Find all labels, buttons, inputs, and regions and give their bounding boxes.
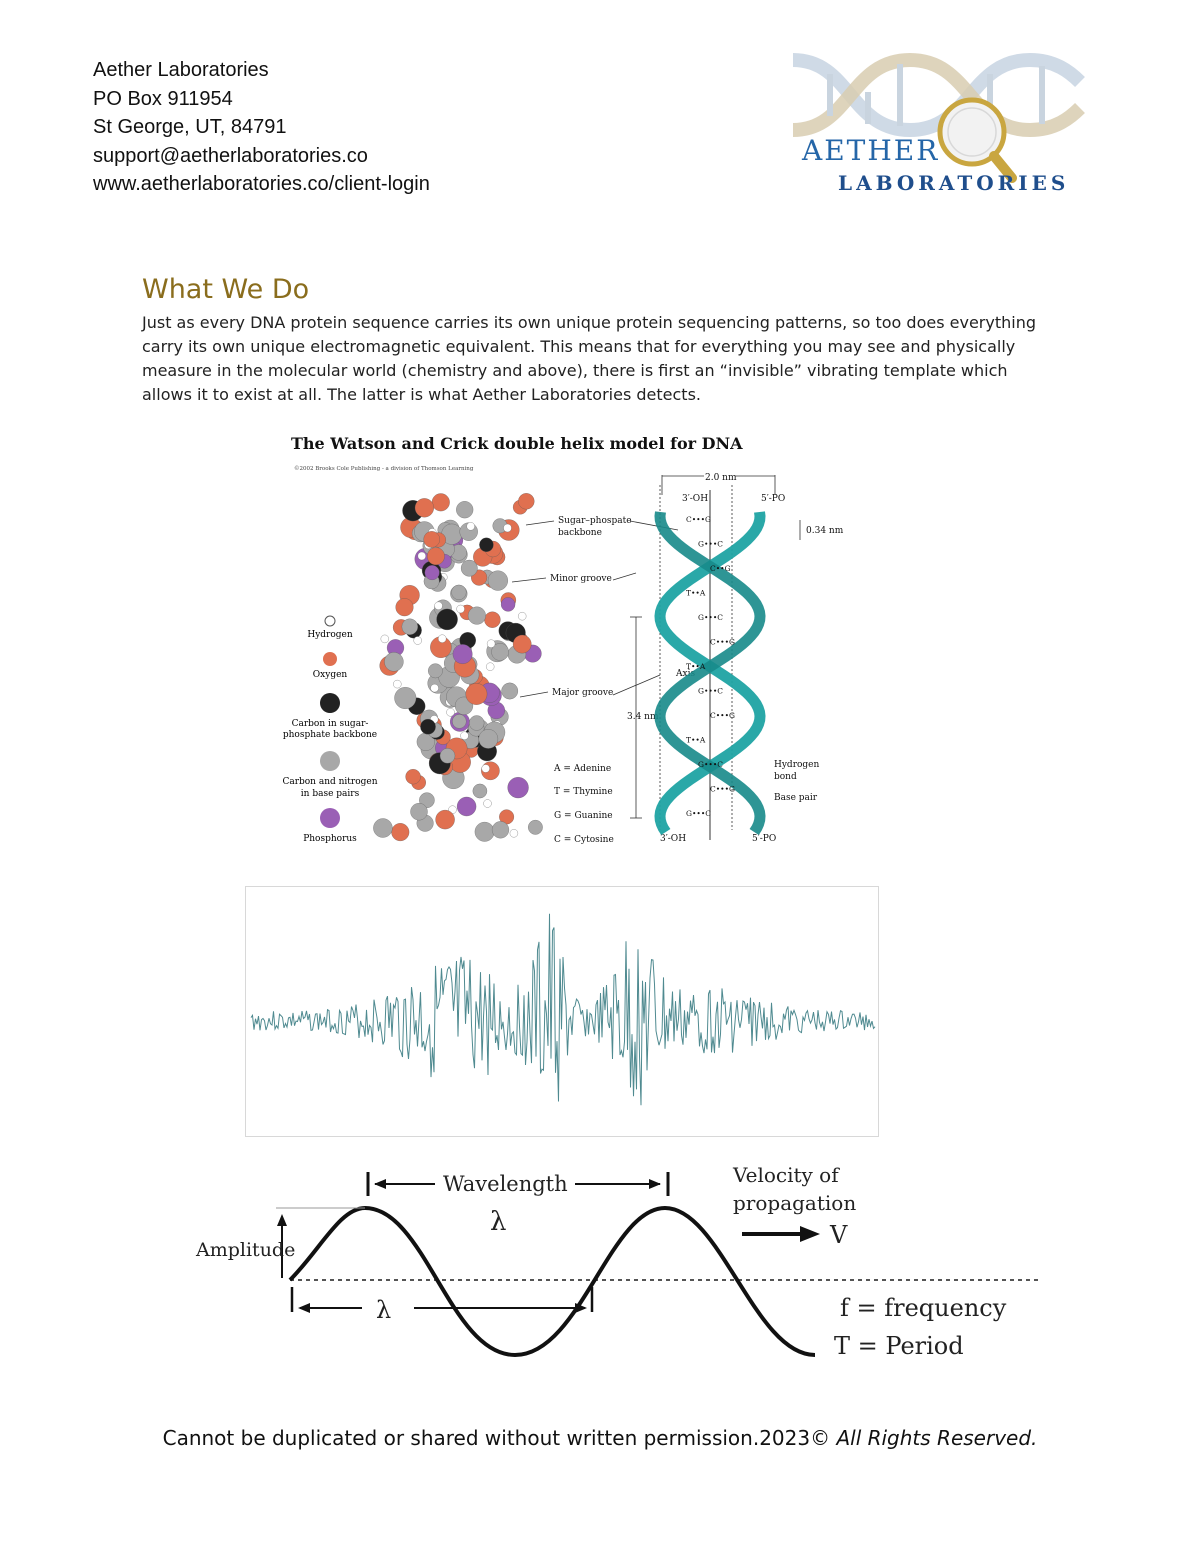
atom-sphere (437, 609, 458, 630)
atom-sphere (469, 716, 484, 731)
dim-pitch: 3.4 nm (627, 712, 659, 722)
atom-sphere (438, 635, 446, 643)
base-key (553, 764, 614, 845)
atom-sphere (384, 652, 403, 671)
atom-sphere (411, 803, 428, 820)
atom-sphere (457, 605, 465, 613)
label-wavelength: Wavelength (443, 1172, 568, 1196)
atom-sphere (452, 585, 467, 600)
legend-cn-1: Carbon and nitrogen (282, 777, 378, 787)
base-pair-label: G•••C (686, 809, 712, 818)
callout-minor-groove: Minor groove (550, 574, 612, 584)
atom-sphere (395, 687, 417, 709)
base-pair-label: G•••C (698, 539, 724, 549)
atom-sphere (510, 829, 518, 837)
atom-sphere (428, 664, 442, 678)
atom-sphere (424, 531, 440, 547)
legend-carbon-2: phosphate backbone (282, 730, 378, 740)
base-pair-label: G•••C (698, 686, 724, 696)
atom-sphere (457, 797, 476, 816)
atom-sphere (456, 501, 473, 518)
atom-sphere (479, 729, 498, 748)
logo-word-laboratories: LABORATORIES (838, 171, 1070, 195)
atom-sphere (479, 538, 493, 552)
atom-sphere (484, 612, 500, 628)
company-name: Aether Laboratories (93, 59, 269, 81)
base-pair-label: T••A (686, 588, 706, 598)
footer-text: Cannot be duplicated or shared without written permission.2023© (162, 1426, 831, 1450)
legend-hydrogen: Hydrogen (307, 630, 353, 640)
atom-sphere (461, 732, 469, 740)
base-pair-label: C•••G (686, 515, 712, 524)
aether-logo (790, 52, 1090, 202)
base-pair-label: G•••C (698, 760, 724, 769)
atom-sphere (482, 765, 490, 773)
legend-oxygen: Oxygen (312, 670, 348, 680)
dim-rise: 0.34 nm (806, 526, 844, 536)
callouts (512, 516, 678, 698)
base-thymine: T = Thymine (554, 787, 613, 797)
atom-sphere (508, 777, 529, 798)
atom-legend (282, 616, 377, 844)
base-adenine: A = Adenine (554, 764, 612, 774)
section-paragraph: Just as every DNA protein sequence carries its own unique protein sequencing patterns, so too does everything carry its own unique electromagnetic equivalent. This means that for everything you may see and physically measure in the molecular world (chemistry and above), there is first an “invisible” vibrating template which allows it to exist at all. The latter is what Aether Laboratories detects. (142, 313, 1036, 404)
atom-sphere (501, 597, 515, 611)
end-bottom-left: 3′-OH (660, 834, 687, 844)
label-velocity-1: Velocity of (733, 1163, 839, 1187)
base-guanine: G = Guanine (554, 811, 613, 821)
atom-sphere (452, 714, 466, 728)
atom-sphere (466, 683, 487, 704)
atom-sphere (396, 598, 414, 616)
base-pair-label: C•••G (710, 711, 736, 720)
atom-sphere (518, 493, 534, 509)
callout-sugar-1: Sugar–phospate (558, 516, 632, 526)
end-top-left: 3′-OH (682, 494, 709, 504)
atom-sphere (488, 571, 508, 591)
base-pair-label: T••A (686, 735, 706, 745)
label-lambda-bottom: λ (376, 1296, 392, 1324)
atom-sphere (414, 637, 422, 645)
section-title: What We Do (142, 274, 310, 305)
legend-phosphorus: Phosphorus (303, 834, 357, 844)
atom-sphere (425, 565, 440, 580)
atom-sphere (475, 822, 494, 841)
logo-word-aether: AETHER (802, 134, 940, 167)
label-hbond-1: Hydrogen (774, 760, 820, 770)
label-amplitude: Amplitude (196, 1239, 296, 1261)
atom-sphere (418, 552, 426, 560)
atom-sphere (392, 823, 410, 841)
atom-sphere (440, 748, 455, 763)
end-top-right: 5′-PO (761, 494, 786, 504)
atom-sphere (435, 602, 443, 610)
atom-sphere (461, 560, 477, 576)
atom-sphere (453, 644, 472, 663)
atom-sphere (436, 810, 455, 829)
dna-figure (280, 430, 860, 860)
label-v: V (830, 1221, 848, 1249)
atom-sphere (468, 607, 486, 625)
base-pair-label: C••G (710, 564, 731, 573)
footer-copyright (0, 1426, 1200, 1450)
footer-rights: All Rights Reserved. (836, 1426, 1038, 1450)
label-velocity-2: propagation (733, 1191, 857, 1215)
callout-major-groove: Major groove (552, 688, 614, 698)
base-pair-label: C•••G (710, 784, 736, 794)
city-state-zip: St George, UT, 84791 (93, 116, 287, 139)
label-axis: Axis (676, 669, 696, 679)
dna-figure-title: The Watson and Crick double helix model for DNA (291, 434, 743, 453)
atom-sphere (473, 784, 487, 798)
atom-sphere (487, 640, 495, 648)
atom-sphere (504, 524, 512, 532)
legend-cn-2: in base pairs (300, 789, 360, 799)
callout-sugar-2: backbone (558, 528, 602, 538)
atom-sphere (432, 494, 450, 512)
magnifier-icon (940, 100, 1012, 178)
base-pair-label: G•••C (698, 613, 724, 622)
label-basepair: Base pair (774, 793, 818, 803)
support-email[interactable]: support@aetherlaboratories.co (93, 144, 368, 167)
end-bottom-right: 5′-PO (752, 834, 777, 844)
label-frequency: f = frequency (840, 1294, 1007, 1322)
label-period: T = Period (834, 1332, 964, 1360)
atom-sphere (484, 800, 492, 808)
atom-sphere (528, 820, 542, 834)
waveform-figure (245, 886, 880, 1143)
atom-sphere (492, 821, 509, 838)
atom-sphere (518, 612, 526, 620)
company-address (93, 56, 430, 199)
po-box: PO Box 911954 (93, 87, 233, 110)
atom-sphere (502, 683, 518, 699)
atom-sphere (373, 819, 392, 838)
base-pair-label: T••A (686, 662, 706, 671)
atom-sphere (513, 635, 531, 653)
base-pair-label: C•••G (710, 637, 736, 647)
atom-sphere (406, 769, 421, 784)
atom-sphere (393, 680, 401, 688)
atom-sphere (447, 708, 455, 716)
dim-width: 2.0 nm (705, 473, 737, 483)
atom-sphere (415, 498, 434, 517)
space-filling-model (373, 493, 542, 841)
atom-sphere (486, 663, 494, 671)
base-cytosine: C = Cytosine (554, 835, 614, 845)
atom-sphere (381, 635, 389, 643)
atom-sphere (431, 684, 439, 692)
atom-sphere (420, 719, 435, 734)
legend-carbon-1: Carbon in sugar- (291, 719, 369, 729)
atom-sphere (402, 619, 418, 635)
atom-sphere (427, 548, 444, 565)
atom-sphere (467, 522, 475, 530)
label-hbond-2: bond (774, 772, 797, 782)
client-login-url[interactable]: www.aetherlaboratories.co/client-login (93, 173, 430, 196)
dna-figure-copyright: ©2002 Brooks Cole Publishing - a division of Thomson Learning (294, 466, 474, 472)
wave-diagram (190, 1150, 1050, 1385)
label-lambda-top: λ (490, 1207, 507, 1237)
